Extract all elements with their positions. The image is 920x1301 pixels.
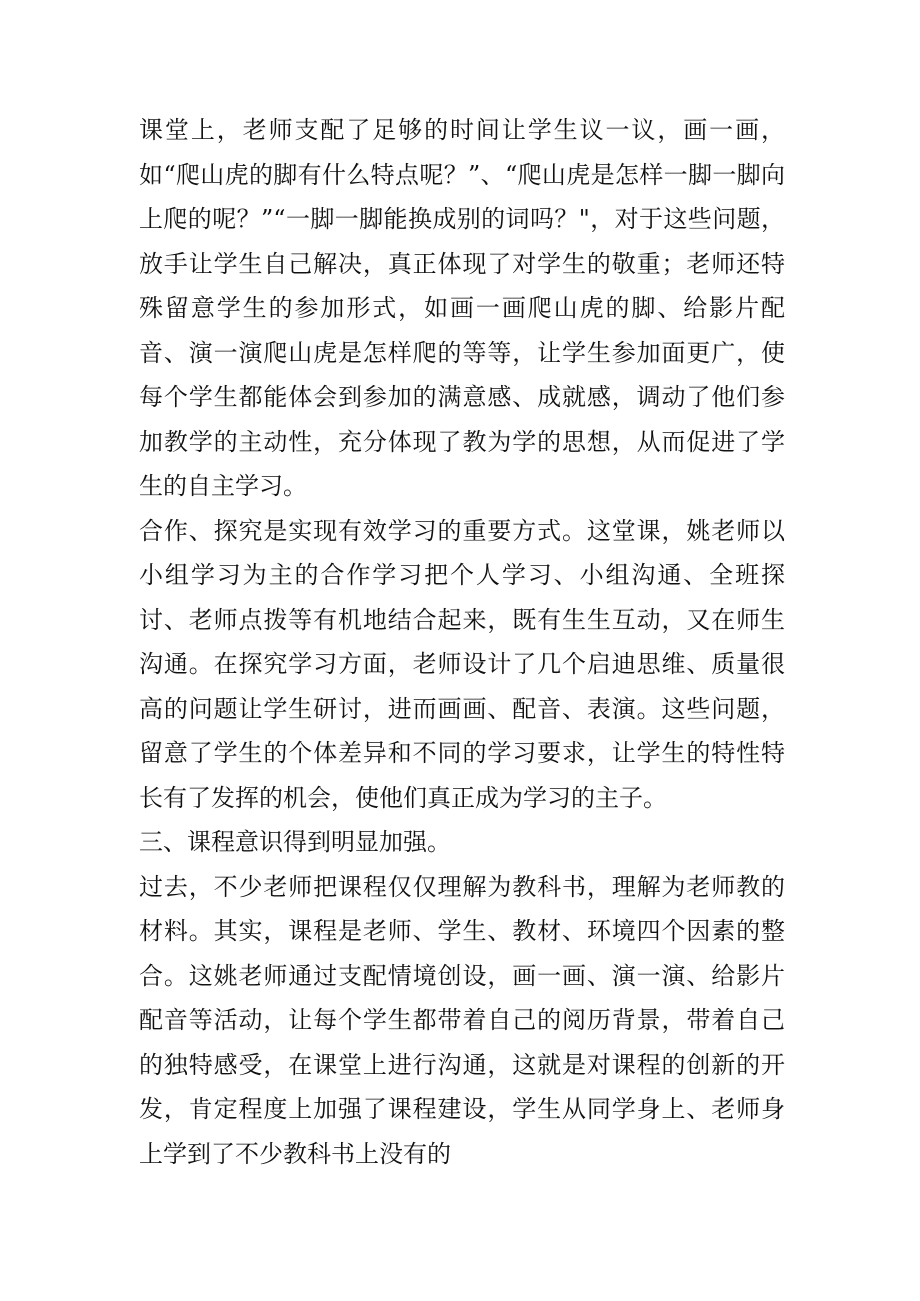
paragraph-curriculum-awareness: 过去，不少老师把课程仅仅理解为教科书，理解为老师教的材料。其实，课程是老师、学生、教材、环境四个因素的整合。这姚老师通过支配情境创设，画一画、演一演、给影片配音等活动，让每个学生都带着自己的阅历背景，带着自己的独特感受，在课堂上进行沟通，这就是对课程的创新的开发，肯定程度上加强了课程建设，学生从同学身上、老师身上学到了不少教科书上没有的	[139, 872, 785, 1168]
section-heading-curriculum: 三、课程意识得到明显加强。	[139, 828, 451, 856]
document-page	[139, 108, 785, 1176]
paragraph-cooperative-learning: 合作、探究是实现有效学习的重要方式。这堂课，姚老师以小组学习为主的合作学习把个人学习、小组沟通、全班探讨、老师点拨等有机地结合起来，既有生生互动，又在师生沟通。在探究学习方面，老师设计了几个启迪思维、质量很高的问题让学生研讨，进而画画、配音、表演。这些问题，留意了学生的个体差异和不同的学习要求，让学生的特性特长有了发挥的机会，使他们真正成为学习的主子。	[139, 516, 785, 812]
paragraph-student-participation: 课堂上，老师支配了足够的时间让学生议一议，画一画，如“爬山虎的脚有什么特点呢？”、“爬山虎是怎样一脚一脚向上爬的呢？”“一脚一脚能换成别的词吗？"，对于这些问题，放手让学生自己解决，真正体现了对学生的敬重；老师还特殊留意学生的参加形式，如画一画爬山虎的脚、给影片配音、演一演爬山虎是怎样爬的等等，让学生参加面更广，使每个学生都能体会到参加的满意感、成就感，调动了他们参加教学的主动性，充分体现了教为学的思想，从而促进了学生的自主学习。	[139, 116, 785, 500]
